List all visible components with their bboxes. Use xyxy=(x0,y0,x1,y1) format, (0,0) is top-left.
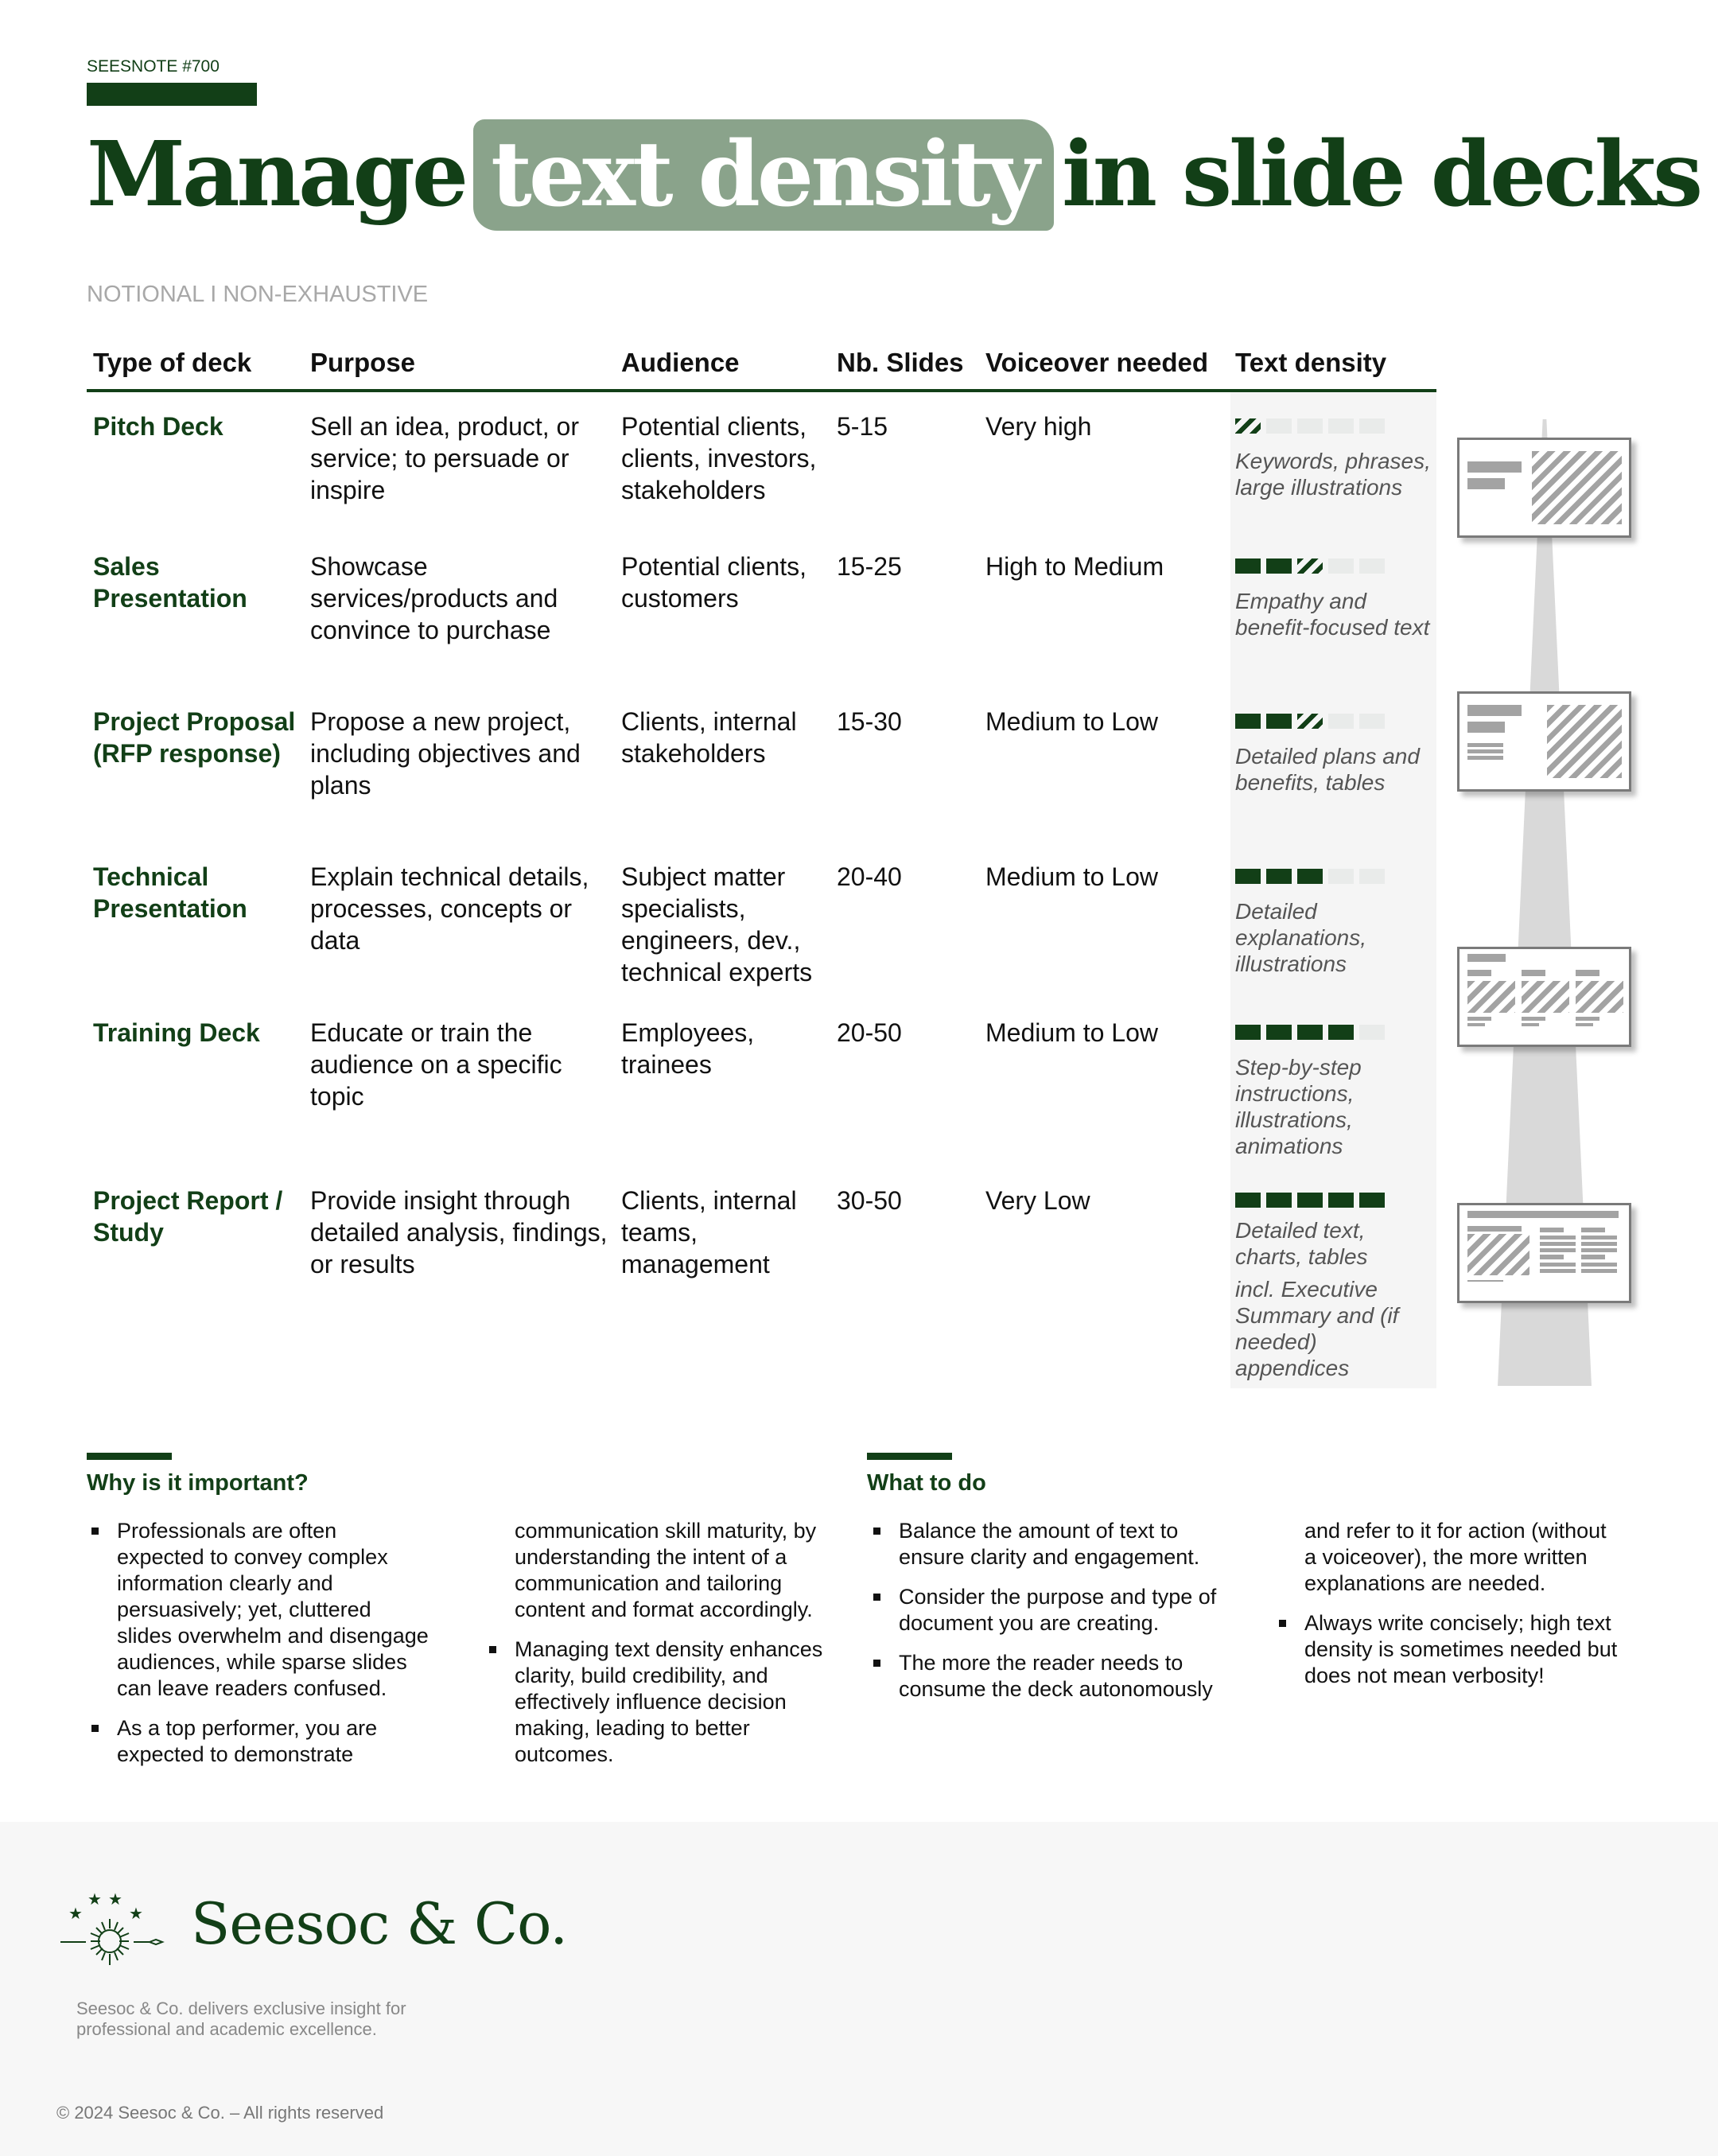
density-square xyxy=(1235,1193,1261,1208)
bullet-item: Balance the amount of text to ensure clarity and engagement. xyxy=(869,1518,1219,1570)
brand-name: Seesoc & Co. xyxy=(191,1890,568,1957)
bullet-item: Managing text density enhances clarity, build credibility, and effectively influence decision making, leading to better outcomes. xyxy=(484,1636,826,1768)
sun-logo-icon xyxy=(59,1887,167,1970)
slide-thumbnail-very-dense xyxy=(1457,1203,1631,1303)
row-voiceover: Medium to Low xyxy=(985,1018,1158,1047)
density-square xyxy=(1359,558,1385,574)
row-slides: 15-25 xyxy=(837,552,902,581)
density-square xyxy=(1297,1193,1323,1208)
density-bar xyxy=(1235,714,1385,729)
row-type: Technical Presentation xyxy=(93,862,247,923)
row-purpose: Showcase services/products and convince to purchase xyxy=(310,552,558,644)
slide-thumbnail-dense xyxy=(1457,947,1631,1047)
subtitle: NOTIONAL I NON-EXHAUSTIVE xyxy=(87,282,429,307)
row-type: Sales Presentation xyxy=(93,552,247,613)
svg-text:★: ★ xyxy=(68,1905,83,1923)
density-note: Keywords, phrases, large illustrations xyxy=(1235,449,1431,500)
slide-thumbnail-sparse xyxy=(1457,438,1631,538)
column-header: Type of deck xyxy=(93,348,252,377)
column-header: Voiceover needed xyxy=(985,348,1209,377)
density-square xyxy=(1328,1025,1354,1040)
row-audience: Clients, internal teams, management xyxy=(621,1186,797,1278)
density-square xyxy=(1266,1025,1292,1040)
density-square xyxy=(1359,714,1385,729)
row-audience: Clients, internal stakeholders xyxy=(621,707,797,768)
density-note: Detailed text, charts, tables xyxy=(1235,1218,1368,1269)
density-bar xyxy=(1235,418,1385,434)
title-pre: Manage xyxy=(87,123,466,227)
density-note-extra: incl. Executive Summary and (if needed) appendices xyxy=(1235,1277,1399,1380)
density-square xyxy=(1266,1193,1292,1208)
density-square xyxy=(1297,1025,1323,1040)
row-slides: 5-15 xyxy=(837,412,888,441)
density-square xyxy=(1297,869,1323,884)
density-bar xyxy=(1235,1193,1385,1208)
density-note: Empathy and benefit-focused text xyxy=(1235,589,1430,640)
row-purpose: Educate or train the audience on a specific topic xyxy=(310,1018,562,1111)
density-square xyxy=(1328,1193,1354,1208)
row-voiceover: Medium to Low xyxy=(985,862,1158,891)
tag-bar xyxy=(87,83,257,106)
column-header: Audience xyxy=(621,348,740,377)
density-bar xyxy=(1235,1025,1385,1040)
density-square xyxy=(1266,418,1292,434)
density-square xyxy=(1235,418,1261,434)
density-square xyxy=(1297,418,1323,434)
row-audience: Employees, trainees xyxy=(621,1018,755,1079)
bullet-item: As a top performer, you are expected to demonstrate communication skill maturity, by understanding the intent of a communication and tailoring content and format accordingly. xyxy=(87,1518,826,1775)
row-type: Training Deck xyxy=(93,1018,260,1047)
slide-thumbnail-medium xyxy=(1457,691,1631,792)
column-header: Text density xyxy=(1235,348,1387,377)
density-square xyxy=(1235,558,1261,574)
density-bar xyxy=(1235,558,1385,574)
density-square xyxy=(1266,558,1292,574)
density-note: Step-by-step instructions, illustrations, animations xyxy=(1235,1055,1362,1158)
density-note: Detailed explanations, illustrations xyxy=(1235,899,1367,976)
svg-text:★: ★ xyxy=(108,1891,122,1909)
density-square xyxy=(1328,714,1354,729)
density-square xyxy=(1266,869,1292,884)
bullet-item: Professionals are often expected to convey complex information clearly and persuasively; yet, cluttered slides overwhelm and disengage audiences, while sparse slides can leave readers confused. xyxy=(87,1518,429,1702)
logo-star: ★ xyxy=(87,1891,102,1909)
row-audience: Potential clients, clients, investors, stakeholders xyxy=(621,412,817,504)
seesnote-tag: SEESNOTE #700 xyxy=(87,57,220,76)
copyright: © 2024 Seesoc & Co. – All rights reserved xyxy=(56,2103,384,2123)
density-square xyxy=(1235,869,1261,884)
row-type: Project Report / Study xyxy=(93,1186,283,1247)
density-bar xyxy=(1235,869,1385,884)
why-section-bar xyxy=(87,1453,172,1460)
density-square xyxy=(1235,1025,1261,1040)
row-voiceover: Very high xyxy=(985,412,1092,441)
row-slides: 20-50 xyxy=(837,1018,902,1047)
density-square xyxy=(1297,558,1323,574)
row-purpose: Provide insight through detailed analysis, findings, or results xyxy=(310,1186,608,1278)
brand-tagline: Seesoc & Co. delivers exclusive insight for professional and academic excellence. xyxy=(76,1998,406,2039)
title-post: in slide decks xyxy=(1062,123,1701,227)
todo-list xyxy=(869,1518,1624,1703)
column-header: Purpose xyxy=(310,348,416,377)
column-header: Nb. Slides xyxy=(837,348,964,377)
density-square xyxy=(1235,714,1261,729)
why-heading: Why is it important? xyxy=(87,1470,309,1496)
density-note: Detailed plans and benefits, tables xyxy=(1235,744,1420,795)
density-square xyxy=(1328,869,1354,884)
density-square xyxy=(1297,714,1323,729)
row-type: Pitch Deck xyxy=(93,412,223,441)
density-square xyxy=(1359,1025,1385,1040)
density-square xyxy=(1328,558,1354,574)
bullet-item: The more the reader needs to consume the deck autonomously and refer to it for action (without a voiceover), the more written explanations are needed. xyxy=(869,1518,1624,1703)
row-audience: Subject matter specialists, engineers, dev., technical experts xyxy=(621,862,813,987)
row-purpose: Sell an idea, product, or service; to persuade or inspire xyxy=(310,412,579,504)
row-voiceover: Medium to Low xyxy=(985,707,1158,736)
title-highlight: text density xyxy=(473,119,1054,231)
row-voiceover: High to Medium xyxy=(985,552,1164,581)
todo-section-bar xyxy=(867,1453,952,1460)
density-square xyxy=(1266,714,1292,729)
header-divider xyxy=(87,389,1436,392)
row-slides: 30-50 xyxy=(837,1186,902,1215)
why-list xyxy=(87,1518,826,1775)
bullet-item: Always write concisely; high text density is sometimes needed but does not mean verbosity! xyxy=(1274,1610,1624,1689)
density-square xyxy=(1328,418,1354,434)
svg-text:★: ★ xyxy=(129,1905,143,1923)
bullet-item: Consider the purpose and type of document you are creating. xyxy=(869,1584,1219,1636)
density-square xyxy=(1359,869,1385,884)
row-type: Project Proposal (RFP response) xyxy=(93,707,296,768)
row-slides: 15-30 xyxy=(837,707,902,736)
page-title xyxy=(87,119,1700,231)
row-audience: Potential clients, customers xyxy=(621,552,807,613)
row-slides: 20-40 xyxy=(837,862,902,891)
todo-heading: What to do xyxy=(867,1470,986,1496)
row-voiceover: Very Low xyxy=(985,1186,1090,1215)
density-square xyxy=(1359,418,1385,434)
density-square xyxy=(1359,1193,1385,1208)
row-purpose: Propose a new project, including objectives and plans xyxy=(310,707,581,800)
row-purpose: Explain technical details, processes, concepts or data xyxy=(310,862,589,955)
